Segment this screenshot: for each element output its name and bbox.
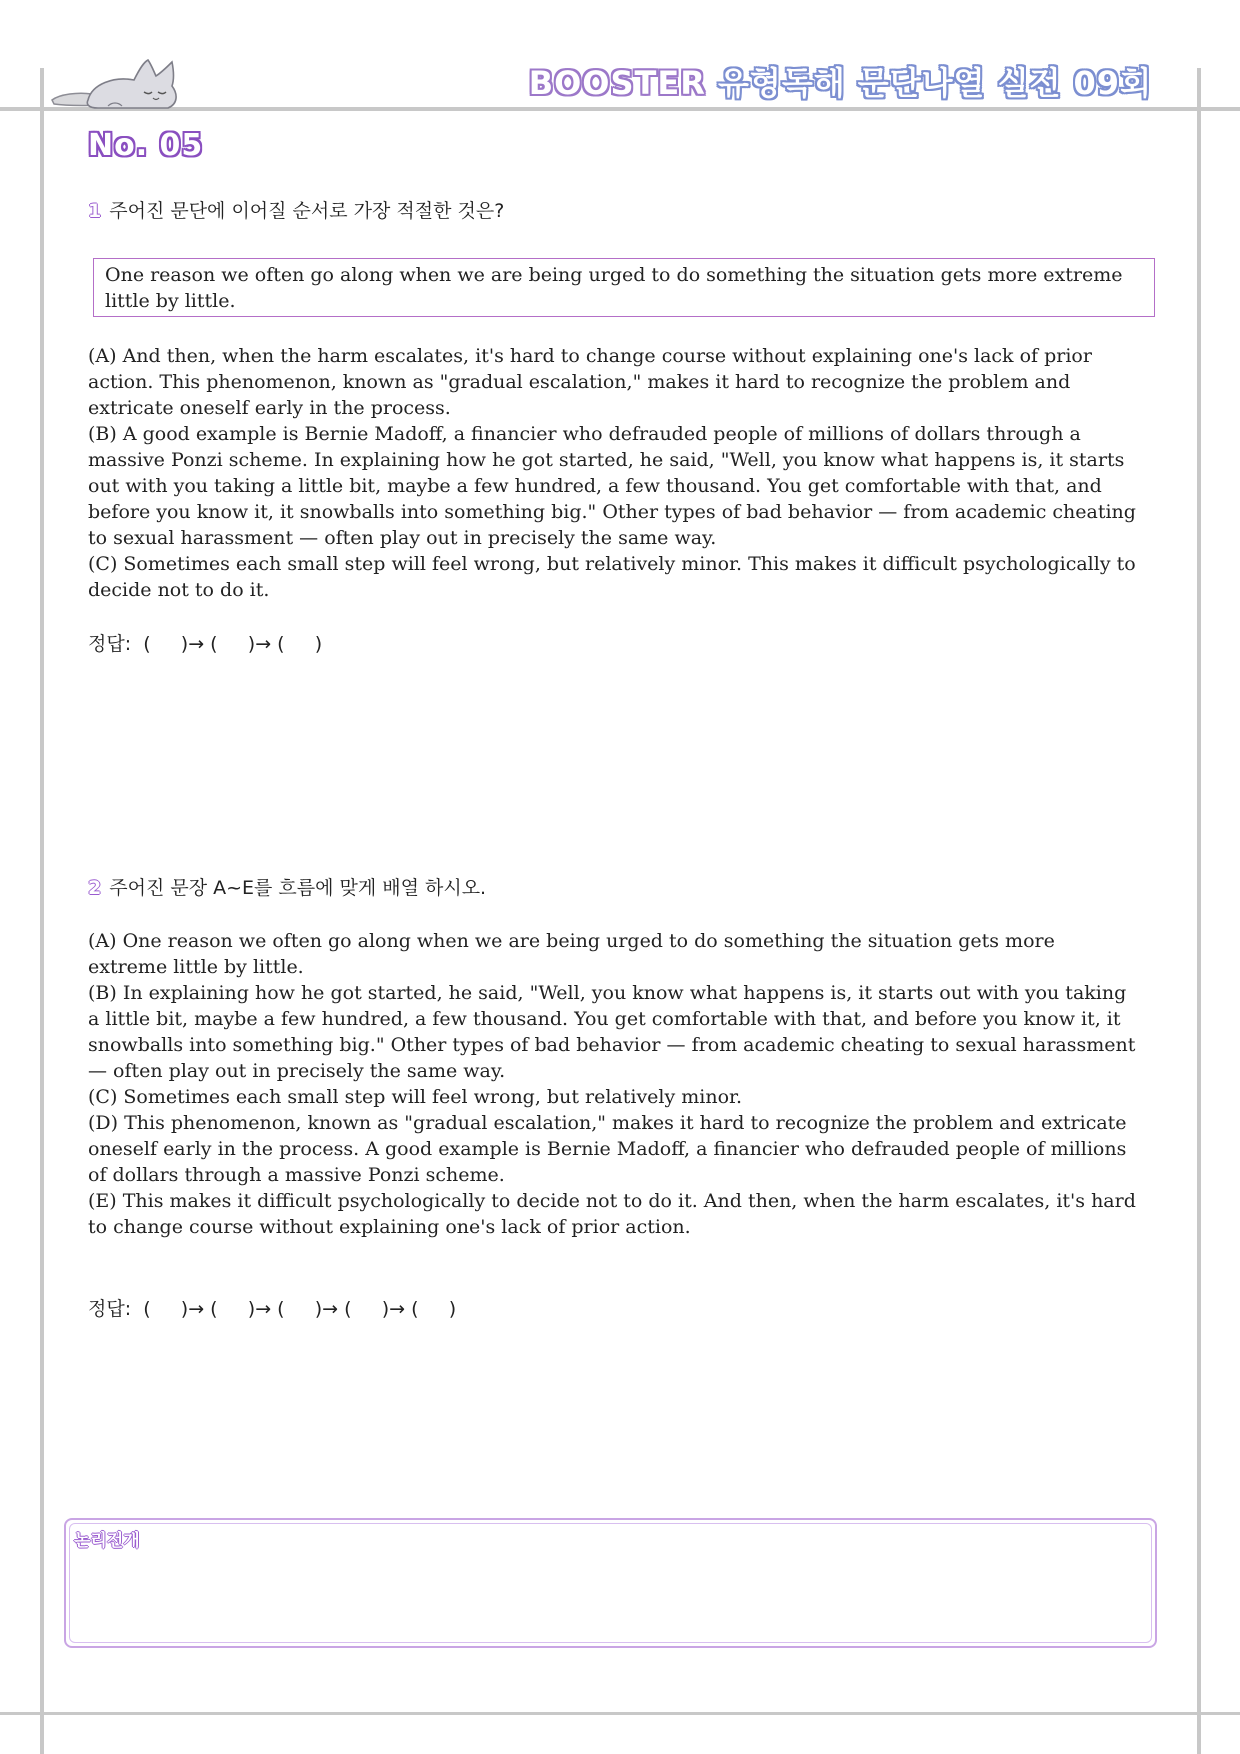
sentence-a: (A) One reason we often go along when we are being urged to do something the situation gets more extreme little by little. (88, 930, 1055, 978)
question-1-prompt: 주어진 문단에 이어질 순서로 가장 적절한 것은? (109, 200, 505, 222)
question-2-prompt: 주어진 문장 A~E를 흐름에 맞게 배열 하시오. (109, 877, 487, 899)
logic-notes-label: 논리전개 (74, 1531, 140, 1551)
passage-b: (B) A good example is Bernie Madoff, a financier who defrauded people of millions of dollars through a massive Ponzi scheme. In explaining how he got started, he said, "Well, you know what happens is, it starts out with you taking a little bit, maybe a few hundred, a few thousand. You get comfortable with that, and before you know it, it snowballs into something big." Other types of bad behavior — from academic cheating to sexual harassment — often play out in precisely the same way. (88, 423, 1136, 549)
passage-c: (C) Sometimes each small step will feel wrong, but relatively minor. This makes it difficult psychologically to decide not to do it. (88, 553, 1136, 601)
question-2-heading (88, 873, 486, 900)
sentence-c: (C) Sometimes each small step will feel wrong, but relatively minor. (88, 1086, 743, 1108)
page-header-rule (0, 107, 1240, 111)
given-paragraph-box: One reason we often go along when we are being urged to do something the situation gets more extreme little by little. (93, 258, 1155, 317)
page-footer-rule (0, 1712, 1240, 1715)
worksheet-title-brand: BOOSTER (528, 64, 706, 102)
question-1-answer-line[interactable]: 정답: ( )→ ( )→ ( ) (88, 633, 323, 655)
worksheet-title (529, 58, 1152, 104)
page-frame-right-line (1197, 68, 1201, 1754)
question-2-answer-line[interactable]: 정답: ( )→ ( )→ ( )→ ( )→ ( ) (88, 1298, 457, 1320)
question-1-number: 1 (88, 200, 102, 222)
question-1-passages (88, 343, 1138, 603)
logic-notes-box[interactable] (64, 1518, 1157, 1648)
problem-number: No. 05 (88, 128, 204, 163)
sentence-d: (D) This phenomenon, known as "gradual escalation," makes it hard to recognize the problem and extricate oneself early in the process. A good example is Bernie Madoff, a financier who defrauded people of millions of dollars through a massive Ponzi scheme. (88, 1112, 1127, 1186)
sentence-e: (E) This makes it difficult psychologically to decide not to do it. And then, when the harm escalates, it's hard to change course without explaining one's lack of prior action. (88, 1190, 1136, 1238)
question-2-sentences (88, 928, 1138, 1240)
question-2-number: 2 (88, 877, 102, 899)
page-frame-left-line (40, 68, 44, 1754)
worksheet-title-subtitle: 유형독해 문단나열 실전 09회 (718, 64, 1152, 102)
sentence-b: (B) In explaining how he got started, he said, "Well, you know what happens is, it starts out with you taking a little bit, maybe a few hundred, a few thousand. You get comfortable with that, and before you know it, it snowballs into something big." Other types of bad behavior — from academic cheating to sexual harassment — often play out in precisely the same way. (88, 982, 1136, 1082)
sleeping-cat-icon (48, 54, 184, 110)
question-1-heading (88, 196, 504, 223)
passage-a: (A) And then, when the harm escalates, it's hard to change course without explaining one's lack of prior action. This phenomenon, known as "gradual escalation," makes it hard to recognize the problem and extricate oneself early in the process. (88, 345, 1092, 419)
